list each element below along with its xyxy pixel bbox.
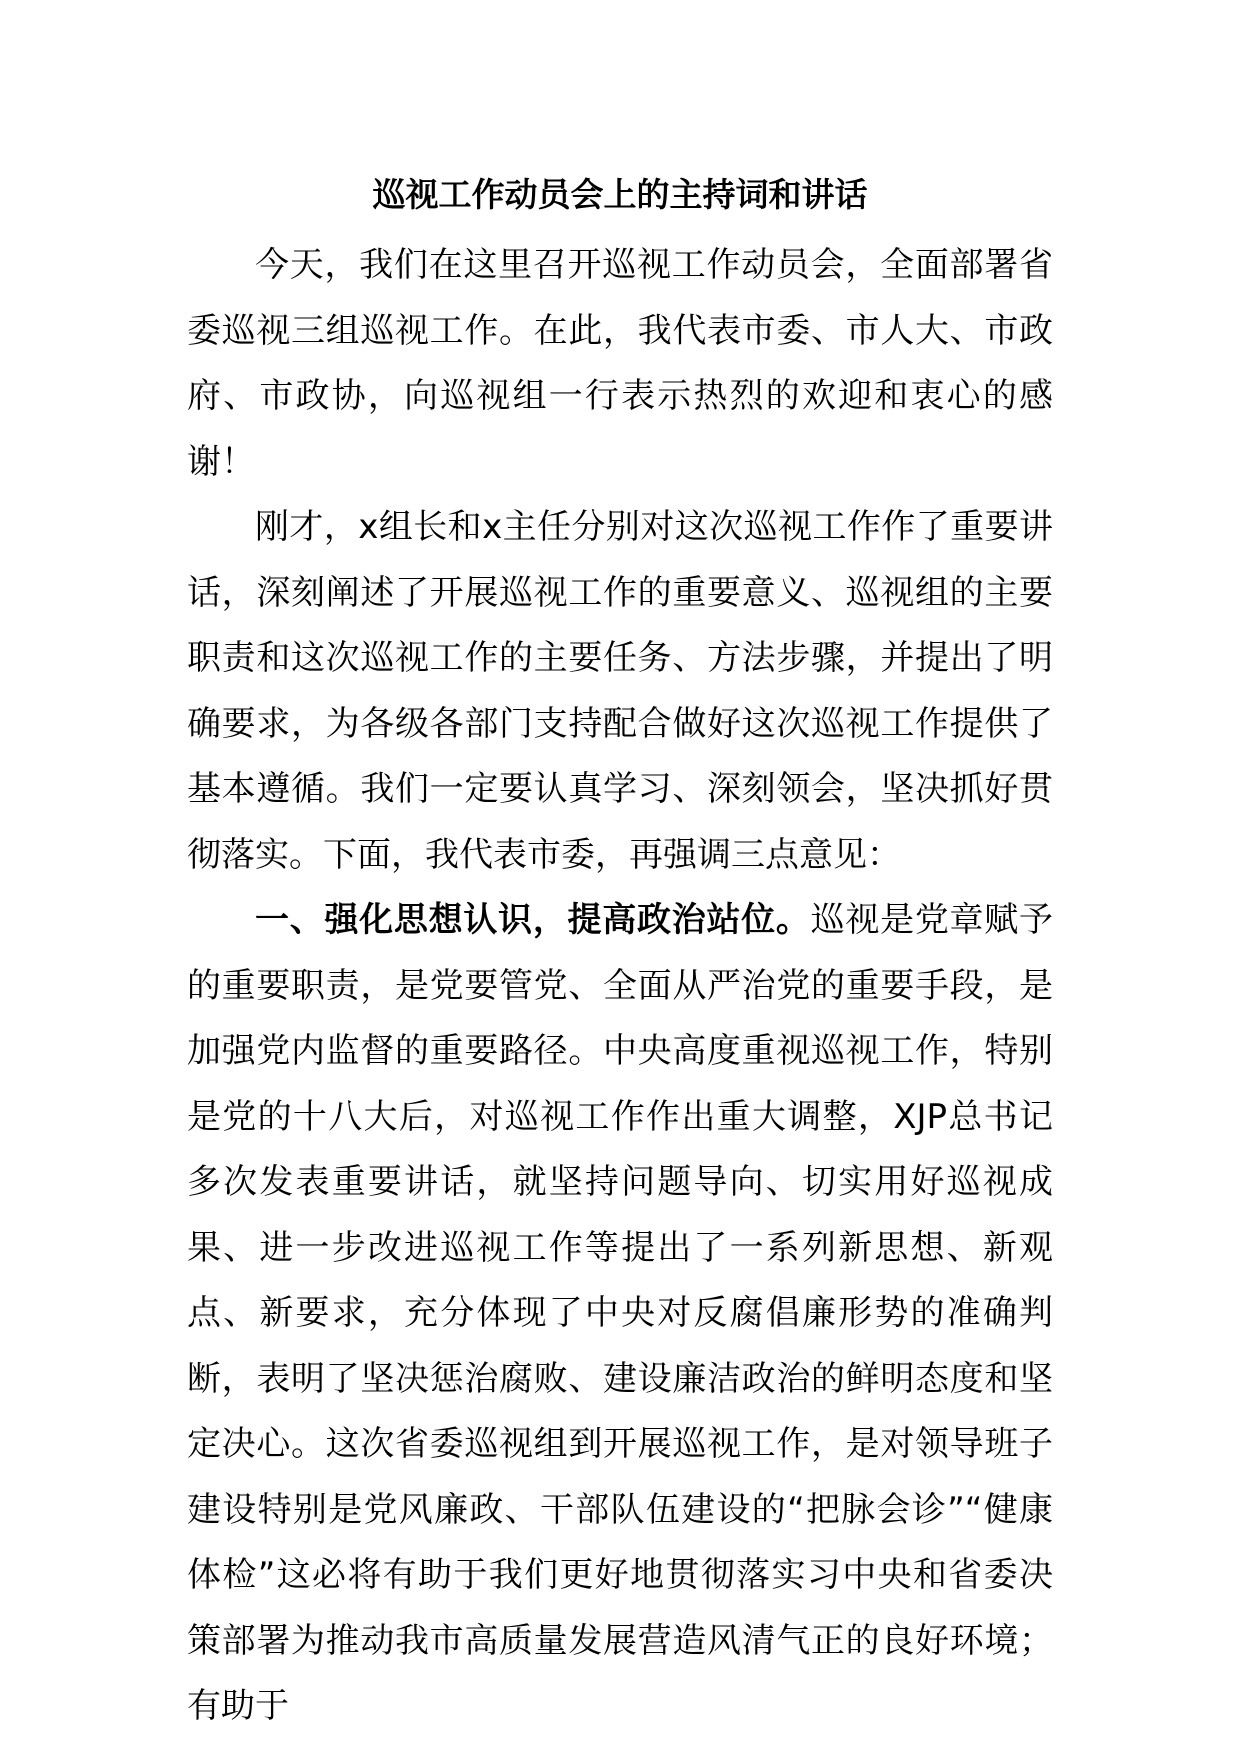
section-heading: 一、强化思想认识，提高政治站位。 <box>255 900 811 940</box>
paragraph <box>187 888 1053 1740</box>
paragraph <box>187 233 1053 495</box>
document-body <box>187 233 1053 1740</box>
paragraph-text: 今天，我们在这里召开巡视工作动员会，全面部署省委巡视三组巡视工作。在此，我代表市委、市人大、市政府、市政协，向巡视组一行表示热烈的欢迎和衷心的感谢！ <box>187 245 1053 482</box>
document-title: 巡视工作动员会上的主持词和讲话 <box>372 175 868 214</box>
paragraph-text: 巡视是党章赋予的重要职责，是党要管党、全面从严治党的重要手段，是加强党内监督的重要路径。中央高度重视巡视工作，特别是党的十八大后，对巡视工作作出重大调整，XJP总书记多次发表重要讲话，就坚持问题导向、切实用好巡视成果、进一步改进巡视工作等提出了一系列新思想、新观点、新要求，充分体现了中央对反腐倡廉形势的准确判断，表明了坚决惩治腐败、建设廉洁政治的鲜明态度和坚定决心。这次省委巡视组到开展巡视工作，是对领导班子建设特别是党风廉政、干部队伍建设的“把脉会诊”“健康体检”这必将有助于我们更好地贯彻落实习中央和省委决策部署为推动我市高质量发展营造风清气正的良好环境；有助于 <box>187 900 1054 1726</box>
paragraph-text: 刚才，x组长和x主任分别对这次巡视工作作了重要讲话，深刻阐述了开展巡视工作的重要意义、巡视组的主要职责和这次巡视工作的主要任务、方法步骤，并提出了明确要求，为各级各部门支持配合做好这次巡视工作提供了基本遵循。我们一定要认真学习、深刻领会，坚决抓好贯彻落实。下面，我代表市委，再强调三点意见： <box>187 507 1053 875</box>
paragraph <box>187 495 1053 888</box>
